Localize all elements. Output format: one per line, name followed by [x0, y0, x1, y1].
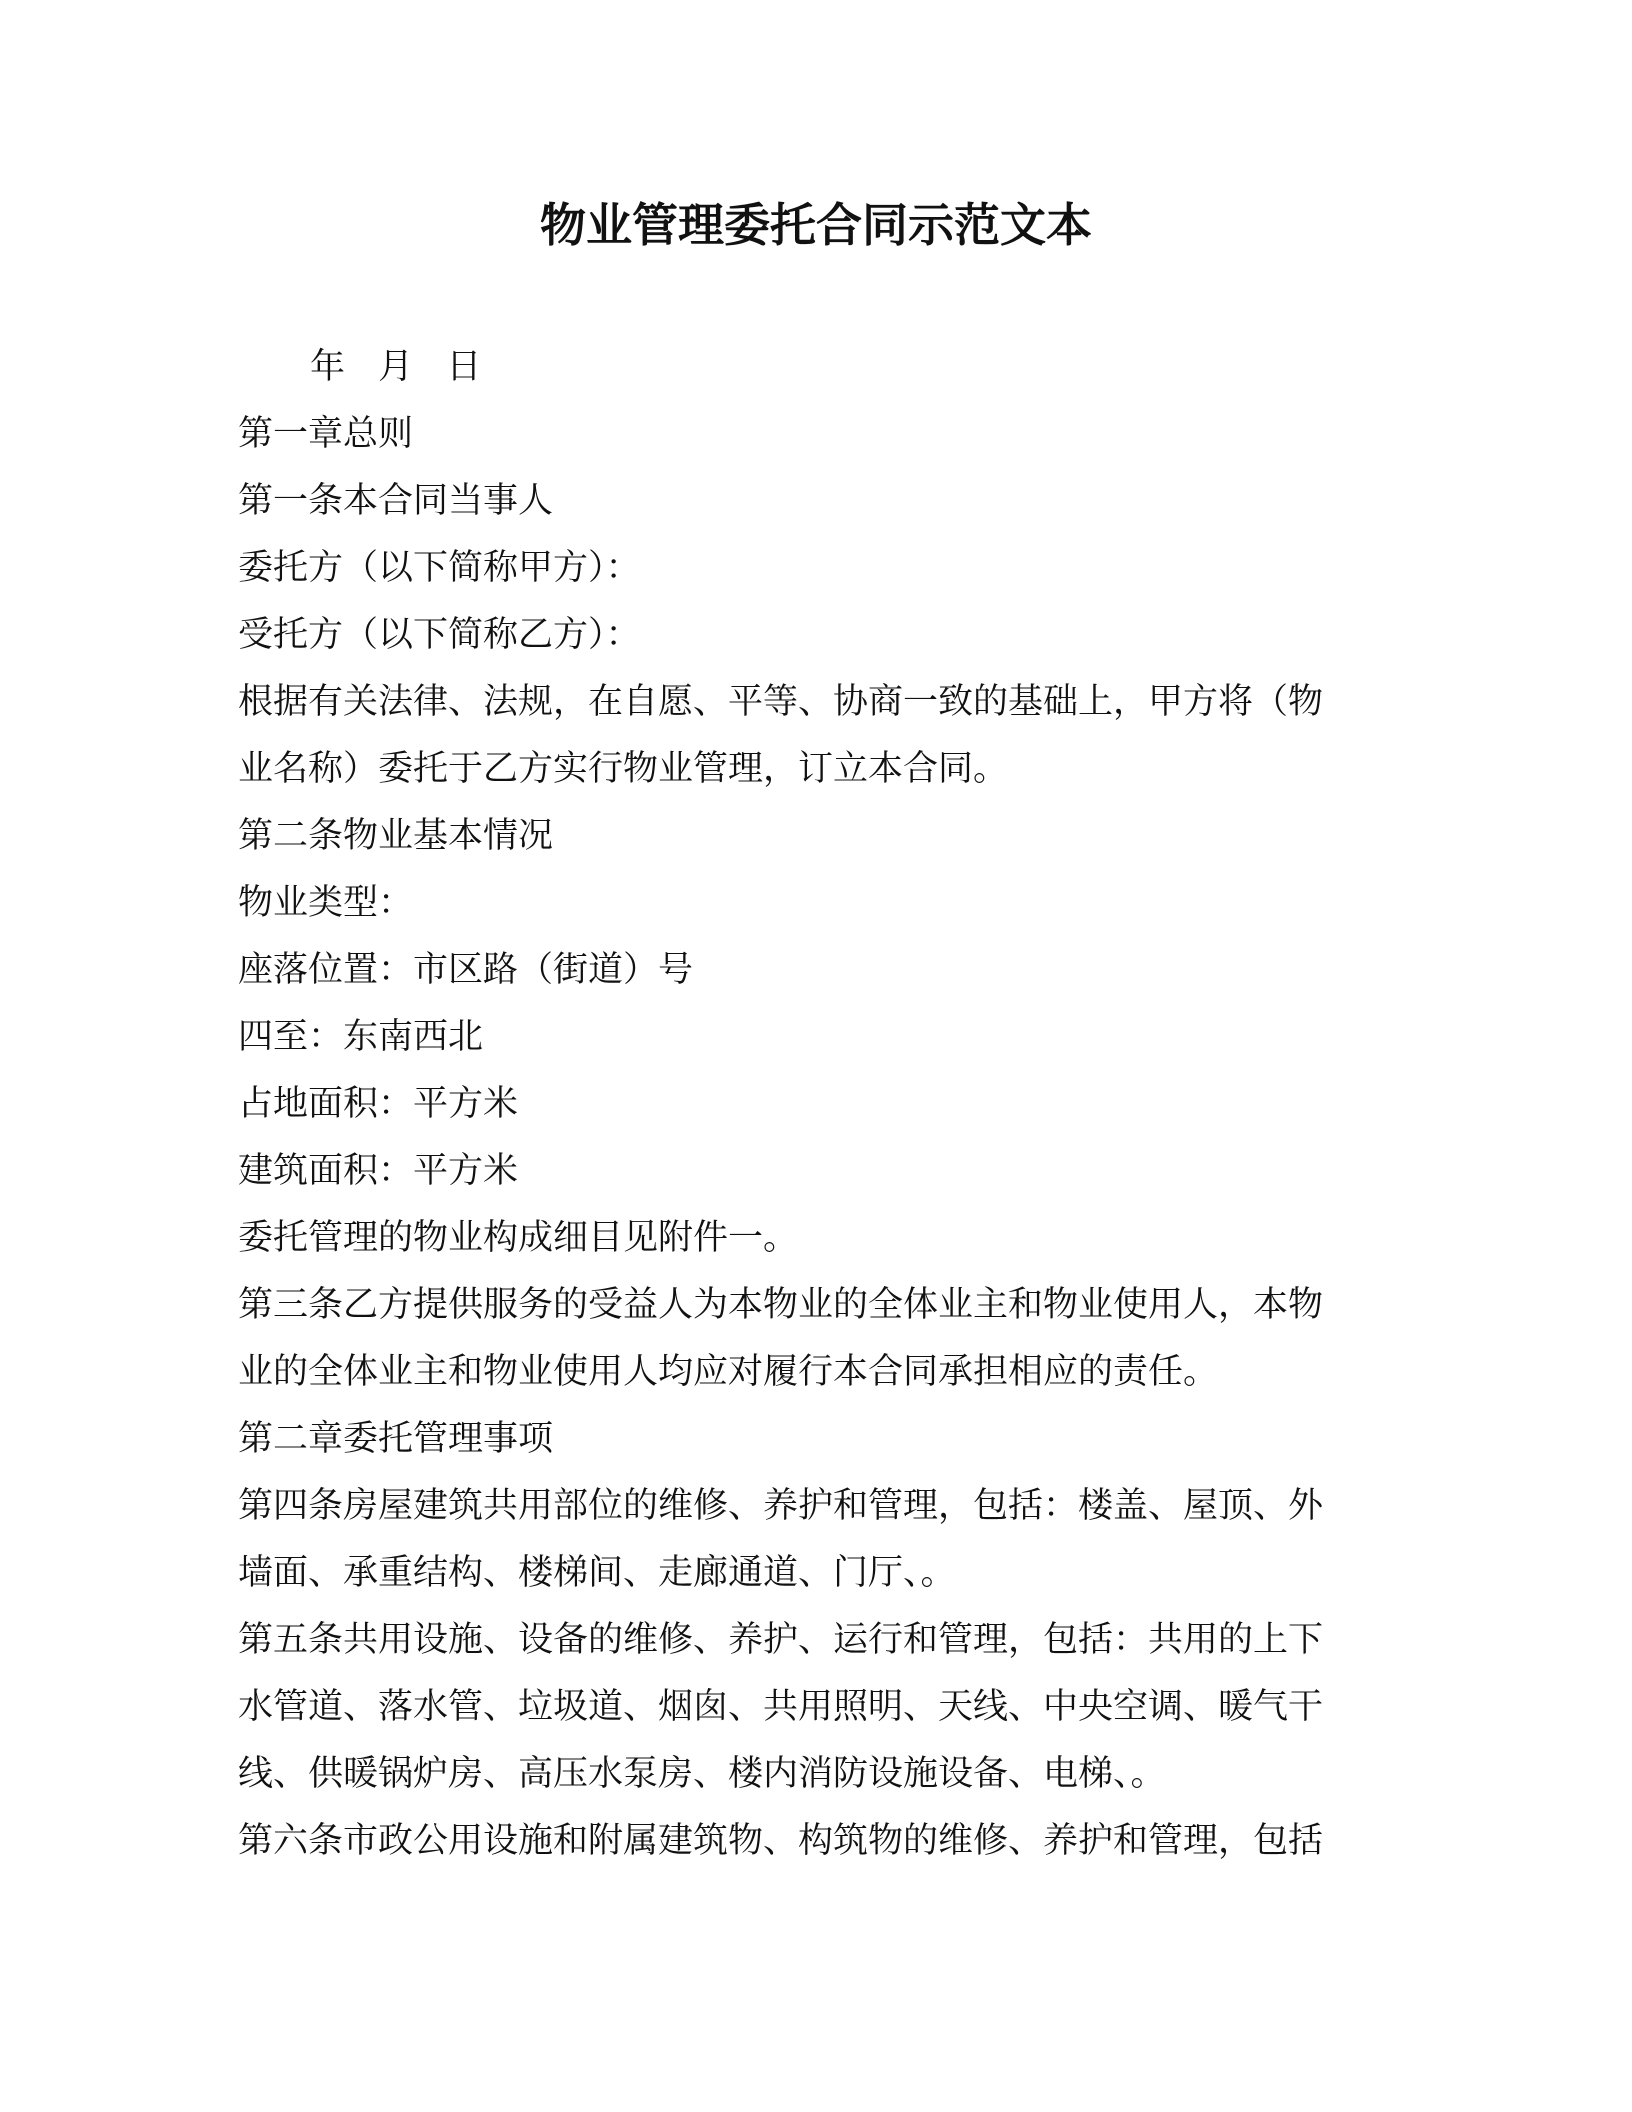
- article-4-line: 第四条房屋建筑共用部位的维修、养护和管理，包括：楼盖、屋顶、外: [238, 1486, 1324, 1526]
- article-3-line: 第三条乙方提供服务的受益人为本物业的全体业主和物业使用人，本物: [238, 1285, 1324, 1325]
- boundaries-line: 四至：东南西北: [238, 1017, 484, 1057]
- party-a-line: 委托方（以下简称甲方）：: [238, 548, 641, 588]
- article-6-line: 第六条市政公用设施和附属建筑物、构筑物的维修、养护和管理，包括: [238, 1821, 1324, 1861]
- chapter-1-heading: 第一章总则: [238, 414, 414, 454]
- party-b-line: 受托方（以下简称乙方）：: [238, 615, 641, 655]
- article-4-line: 墙面、承重结构、楼梯间、走廊通道、门厅、。: [238, 1553, 956, 1593]
- attachment-note-line: 委托管理的物业构成细目见附件一。: [238, 1218, 799, 1258]
- chapter-2-heading: 第二章委托管理事项: [238, 1419, 554, 1459]
- land-area-line: 占地面积：平方米: [238, 1084, 519, 1124]
- building-area-line: 建筑面积：平方米: [238, 1151, 519, 1191]
- article-5-line: 线、供暖锅炉房、高压水泵房、楼内消防设施设备、电梯、。: [238, 1754, 1166, 1794]
- property-type-line: 物业类型：: [238, 883, 414, 923]
- paragraph-line: 业名称）委托于乙方实行物业管理，订立本合同。: [238, 749, 1009, 789]
- date-line: [238, 334, 1388, 401]
- document-title: 物业管理委托合同示范文本: [540, 198, 1092, 252]
- article-1-heading: 第一条本合同当事人: [238, 481, 554, 521]
- article-3-line: 业的全体业主和物业使用人均应对履行本合同承担相应的责任。: [238, 1352, 1219, 1392]
- location-line: 座落位置：市区路（街道）号: [238, 950, 694, 990]
- document-body: [238, 334, 1388, 1875]
- article-2-heading: 第二条物业基本情况: [238, 816, 554, 856]
- article-5-line: 水管道、落水管、垃圾道、烟囱、共用照明、天线、中央空调、暖气干: [238, 1687, 1324, 1727]
- paragraph-line: 根据有关法律、法规，在自愿、平等、协商一致的基础上，甲方将（物: [238, 682, 1324, 722]
- article-5-line: 第五条共用设施、设备的维修、养护、运行和管理，包括：共用的上下: [238, 1620, 1324, 1660]
- date-year: 年: [310, 347, 346, 387]
- date-day: 日: [446, 347, 482, 387]
- date-month: 月: [378, 347, 414, 387]
